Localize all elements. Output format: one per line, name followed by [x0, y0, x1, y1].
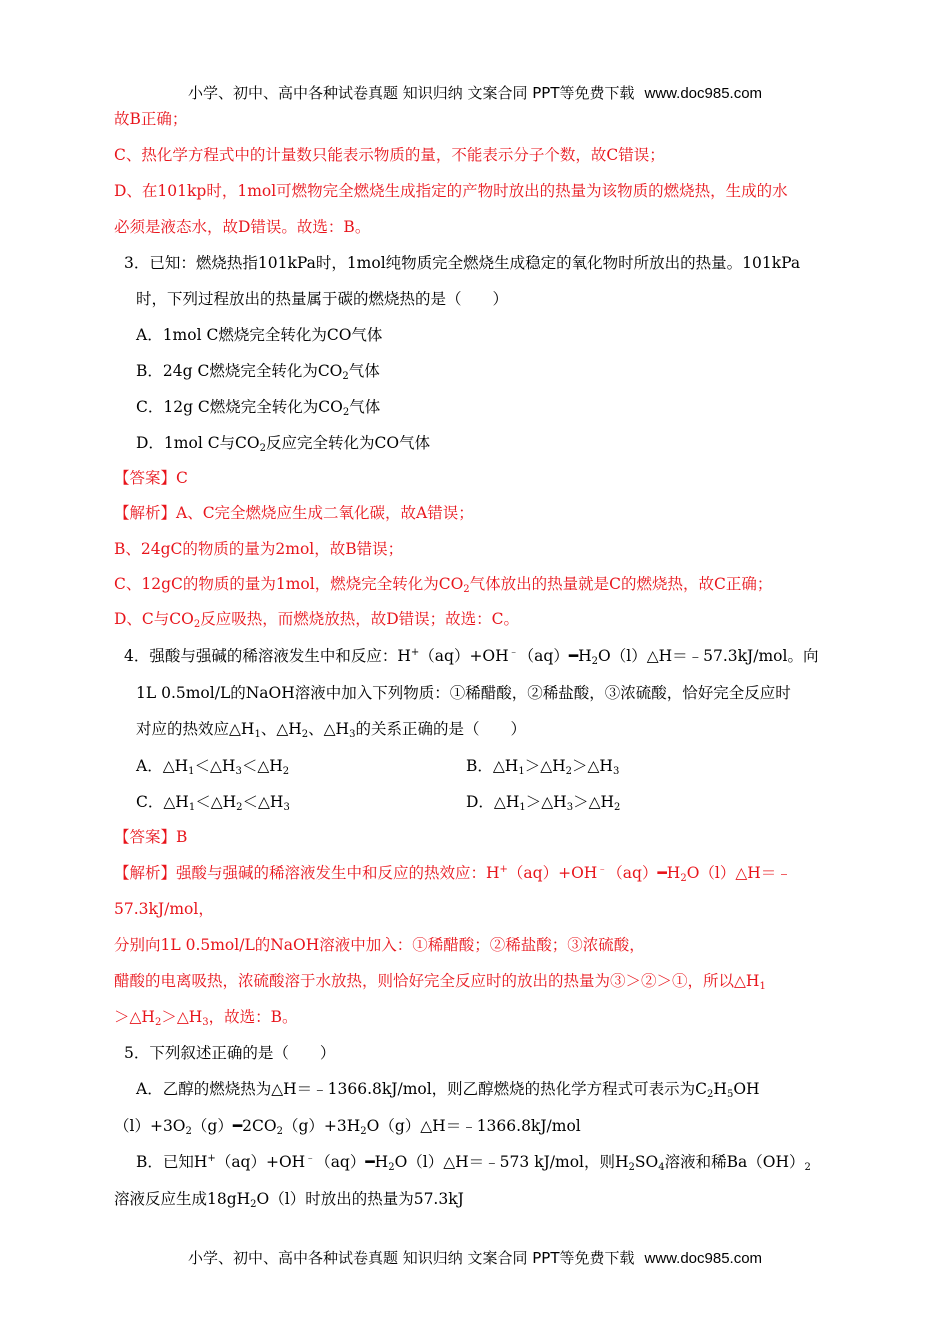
q3-answer: 【答案】C	[114, 469, 188, 487]
q3-option-d: D．1mol C与$CO_2$反应完全转化为CO气体	[136, 434, 431, 454]
footer-text: 小学、初中、高中各种试卷真题 知识归纳 文案合同 PPT等免费下载	[187, 1249, 635, 1267]
q5-option-b-line2: 溶液反应生成$18gH_2O(l)$时放出的热量为57.3kJ	[114, 1190, 464, 1210]
q4-stem-3: 对应的热效应$\triangle H_1$、$\triangle H_2$、$\triangle H_3$的关系正确的是（ ）	[136, 720, 526, 740]
q3-stem-2: 时，下列过程放出的热量属于碳的燃烧热的是（ ）	[136, 290, 509, 308]
footer-url[interactable]: www.doc985.com	[644, 1250, 763, 1267]
q3-analysis-3: C、12gC的物质的量为1mol，燃烧完全转化为$CO_2$气体放出的热量就是C的燃烧热，故C正确；	[114, 575, 773, 595]
prev-d1: D、在101kp时，1mol可燃物完全燃烧生成指定的产物时放出的热量为该物质的燃烧热，生成的水	[114, 182, 788, 200]
q5-option-b-line1: B．已知$H^+(aq)+OH^﹣(aq)━H_2O(l)\triangle H=﹣573$ kJ/mol，则$H_2SO_4$溶液和稀$Ba(OH)_2$	[136, 1153, 811, 1173]
page-header	[0, 82, 950, 103]
q4-option-c: C．$\triangle H_1<\triangle H_2<\triangle H_3$	[136, 793, 290, 813]
header-text: 小学、初中、高中各种试卷真题 知识归纳 文案合同 PPT等免费下载	[187, 84, 635, 102]
q3-analysis-1: 【解析】A、C完全燃烧应生成二氧化碳，故A错误；	[114, 504, 474, 522]
q5-option-a-line1: A．乙醇的燃烧热为△H＝﹣1366.8kJ/mol，则乙醇燃烧的热化学方程式可表示为$C_2H_5OH$	[136, 1080, 760, 1100]
q3-analysis-2: B、24gC的物质的量为2mol，故B错误；	[114, 540, 404, 558]
q4-option-a: A．$\triangle H_1<\triangle H_3<\triangle H_2$	[136, 757, 290, 777]
prev-b: 故B正确；	[114, 110, 188, 128]
q4-answer: 【答案】B	[114, 828, 188, 846]
q3-analysis-4: D、C与$CO_2$反应吸热，而燃烧放热，故D错误；故选：C。	[114, 610, 520, 630]
q4-stem-2: 1L 0.5mol/L的NaOH溶液中加入下列物质：①稀醋酸，②稀盐酸，③浓硫酸，恰好完全反应时	[136, 684, 791, 702]
q3-stem-1: 3．已知：燃烧热指101kPa时，1mol纯物质完全燃烧生成稳定的氧化物时所放出的热量。101kPa	[124, 254, 801, 272]
q3-option-b: B．24g C燃烧完全转化为$CO_2$气体	[136, 362, 380, 382]
prev-c: C、热化学方程式中的计量数只能表示物质的量，不能表示分子个数，故C错误；	[114, 146, 665, 164]
q4-option-b: B．$\triangle H_1>\triangle H_2>\triangle H_3$	[466, 757, 620, 777]
q4-analysis-4: 醋酸的电离吸热，浓硫酸溶于水放热，则恰好完全反应时的放出的热量为③＞②＞①，所以$\triangle H_1$	[114, 972, 766, 992]
page-footer	[0, 1247, 950, 1268]
prev-d2: 必须是液态水，故D错误。故选：B。	[114, 218, 371, 236]
q3-option-c: C．12g C燃烧完全转化为$CO_2$气体	[136, 398, 381, 418]
q3-option-a: A．1mol C燃烧完全转化为CO气体	[136, 326, 383, 344]
header-url[interactable]: www.doc985.com	[644, 85, 763, 102]
q4-stem-1: 4．强酸与强碱的稀溶液发生中和反应：$H^+(aq)+OH^﹣(aq)━H_2O(l)\triangle H=﹣57.3kJ$/mol。向	[124, 647, 819, 667]
q4-analysis-3: 分别向1L 0.5mol/L的NaOH溶液中加入：①稀醋酸；②稀盐酸；③浓硫酸，	[114, 936, 645, 954]
q4-option-d: D．$\triangle H_1>\triangle H_3>\triangle H_2$	[466, 793, 621, 813]
q4-analysis-5: $>\triangle H_2>\triangle H_3$，故选：B。	[114, 1008, 298, 1028]
q4-analysis-2: 57.3kJ/mol，	[114, 900, 214, 918]
q4-analysis-1: 【解析】强酸与强碱的稀溶液发生中和反应的热效应：$H^+(aq)+OH^﹣(aq)━H_2O(l)\triangle H=﹣$	[114, 864, 792, 884]
q5-option-a-line2: $(l)+3O_2(g)━2CO_2(g)+3H_2O(g)\triangle H=﹣1366.8kJ$/mol	[114, 1117, 581, 1137]
q5-stem: 5．下列叙述正确的是（ ）	[124, 1044, 336, 1062]
